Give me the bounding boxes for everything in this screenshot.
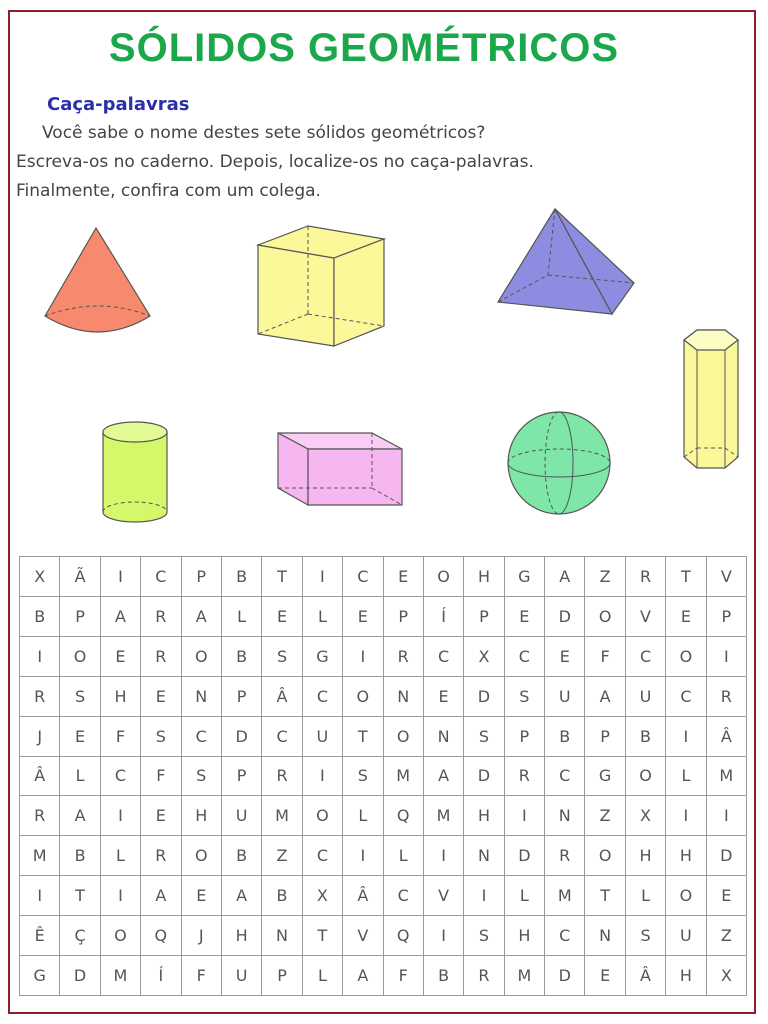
word-search-cell[interactable]: S: [505, 677, 545, 717]
instruction-line-1: Você sabe o nome destes sete sólidos geométricos?: [42, 123, 486, 143]
word-search-cell[interactable]: S: [60, 677, 100, 717]
word-search-cell[interactable]: D: [545, 597, 585, 637]
word-search-cell[interactable]: C: [101, 757, 141, 797]
word-search-cell[interactable]: H: [666, 956, 706, 996]
word-search-cell[interactable]: I: [666, 796, 706, 836]
word-search-cell[interactable]: I: [101, 876, 141, 916]
word-search-cell[interactable]: C: [303, 836, 343, 876]
word-search-cell[interactable]: O: [666, 876, 706, 916]
word-search-cell[interactable]: R: [505, 757, 545, 797]
word-search-cell[interactable]: Z: [585, 796, 625, 836]
word-search-cell[interactable]: Q: [384, 796, 424, 836]
word-search-cell[interactable]: Q: [384, 916, 424, 956]
word-search-cell[interactable]: S: [343, 757, 383, 797]
word-search-cell[interactable]: R: [545, 836, 585, 876]
word-search-cell[interactable]: A: [141, 876, 181, 916]
word-search-cell[interactable]: B: [626, 717, 666, 757]
word-search-cell[interactable]: A: [222, 876, 262, 916]
word-search-cell[interactable]: O: [182, 836, 222, 876]
word-search-cell[interactable]: U: [666, 916, 706, 956]
word-search-cell[interactable]: I: [666, 717, 706, 757]
word-search-cell[interactable]: A: [585, 677, 625, 717]
word-search-cell[interactable]: C: [505, 637, 545, 677]
word-search-cell[interactable]: P: [262, 956, 302, 996]
word-search-cell[interactable]: M: [101, 956, 141, 996]
word-search-cell[interactable]: O: [585, 836, 625, 876]
word-search-cell[interactable]: R: [707, 677, 747, 717]
word-search-cell[interactable]: S: [626, 916, 666, 956]
word-search-cell[interactable]: C: [666, 677, 706, 717]
word-search-cell[interactable]: O: [303, 796, 343, 836]
word-search-cell[interactable]: U: [222, 956, 262, 996]
word-search-cell[interactable]: P: [384, 597, 424, 637]
cylinder-icon: [103, 422, 167, 522]
word-search-cell[interactable]: L: [101, 836, 141, 876]
word-search-cell[interactable]: Q: [141, 916, 181, 956]
word-search-cell[interactable]: X: [707, 956, 747, 996]
word-search-cell[interactable]: N: [384, 677, 424, 717]
word-search-cell[interactable]: N: [464, 836, 504, 876]
word-search-cell[interactable]: L: [303, 597, 343, 637]
word-search-cell[interactable]: D: [707, 836, 747, 876]
word-search-cell[interactable]: E: [585, 956, 625, 996]
word-search-cell[interactable]: Ç: [60, 916, 100, 956]
word-search-cell[interactable]: U: [303, 717, 343, 757]
word-search-cell[interactable]: Â: [343, 876, 383, 916]
word-search-cell[interactable]: M: [545, 876, 585, 916]
word-search-cell[interactable]: C: [141, 557, 181, 597]
word-search-cell[interactable]: C: [626, 637, 666, 677]
word-search-cell[interactable]: G: [20, 956, 60, 996]
word-search-cell[interactable]: P: [222, 677, 262, 717]
word-search-cell[interactable]: M: [424, 796, 464, 836]
word-search-cell[interactable]: T: [60, 876, 100, 916]
word-search-cell[interactable]: I: [20, 637, 60, 677]
word-search-cell[interactable]: I: [424, 836, 464, 876]
word-search-cell[interactable]: R: [20, 677, 60, 717]
word-search-cell[interactable]: E: [666, 597, 706, 637]
word-search-cell[interactable]: P: [585, 717, 625, 757]
word-search-cell[interactable]: R: [141, 597, 181, 637]
word-search-cell[interactable]: E: [424, 677, 464, 717]
word-search-cell[interactable]: Z: [585, 557, 625, 597]
word-search-cell[interactable]: U: [222, 796, 262, 836]
word-search-cell[interactable]: I: [707, 637, 747, 677]
word-search-cell[interactable]: R: [20, 796, 60, 836]
word-search-cell[interactable]: H: [464, 557, 504, 597]
word-search-cell[interactable]: H: [505, 916, 545, 956]
word-search-cell[interactable]: H: [626, 836, 666, 876]
word-search-cell[interactable]: I: [101, 796, 141, 836]
word-search-cell[interactable]: S: [182, 757, 222, 797]
word-search-cell[interactable]: N: [424, 717, 464, 757]
word-search-cell[interactable]: E: [141, 796, 181, 836]
word-search-cell[interactable]: X: [464, 637, 504, 677]
word-search-cell[interactable]: C: [182, 717, 222, 757]
word-search-cell[interactable]: R: [141, 637, 181, 677]
word-search-cell[interactable]: X: [626, 796, 666, 836]
word-search-cell[interactable]: I: [303, 557, 343, 597]
word-search-cell[interactable]: C: [303, 677, 343, 717]
word-search-cell[interactable]: C: [545, 757, 585, 797]
word-search-cell[interactable]: H: [222, 916, 262, 956]
word-search-cell[interactable]: I: [303, 757, 343, 797]
word-search-cell[interactable]: O: [384, 717, 424, 757]
word-search-cell[interactable]: Ã: [60, 557, 100, 597]
word-search-cell[interactable]: T: [262, 557, 302, 597]
rectangular-prism-icon: [278, 433, 402, 505]
word-search-cell[interactable]: R: [141, 836, 181, 876]
word-search-cell[interactable]: O: [182, 637, 222, 677]
word-search-cell[interactable]: N: [262, 916, 302, 956]
cone-icon: [45, 228, 150, 332]
word-search-cell[interactable]: O: [666, 637, 706, 677]
word-search-cell[interactable]: H: [182, 796, 222, 836]
word-search-cell[interactable]: S: [262, 637, 302, 677]
word-search-cell[interactable]: D: [464, 677, 504, 717]
word-search-cell[interactable]: Í: [141, 956, 181, 996]
word-search-cell[interactable]: U: [545, 677, 585, 717]
word-search-cell[interactable]: O: [424, 557, 464, 597]
word-search-cell[interactable]: T: [666, 557, 706, 597]
word-search-cell[interactable]: R: [262, 757, 302, 797]
word-search-cell[interactable]: E: [101, 637, 141, 677]
word-search-cell[interactable]: P: [60, 597, 100, 637]
word-search-cell[interactable]: G: [585, 757, 625, 797]
word-search-cell[interactable]: A: [101, 597, 141, 637]
word-search-cell[interactable]: D: [505, 836, 545, 876]
word-search-cell[interactable]: L: [343, 796, 383, 836]
word-search-cell[interactable]: B: [20, 597, 60, 637]
word-search-cell[interactable]: R: [626, 557, 666, 597]
word-search-cell[interactable]: A: [343, 956, 383, 996]
word-search-cell[interactable]: C: [343, 557, 383, 597]
word-search-cell[interactable]: D: [60, 956, 100, 996]
word-search-cell[interactable]: I: [505, 796, 545, 836]
word-search-cell[interactable]: O: [101, 916, 141, 956]
sphere-icon: [508, 412, 610, 514]
word-search-cell[interactable]: Z: [262, 836, 302, 876]
word-search-cell[interactable]: C: [262, 717, 302, 757]
word-search-cell[interactable]: F: [101, 717, 141, 757]
word-search-cell[interactable]: R: [464, 956, 504, 996]
word-search-cell[interactable]: P: [182, 557, 222, 597]
word-search-cell[interactable]: X: [303, 876, 343, 916]
word-search-cell[interactable]: O: [343, 677, 383, 717]
word-search-cell[interactable]: A: [182, 597, 222, 637]
word-search-cell[interactable]: J: [182, 916, 222, 956]
pyramid-icon: [498, 209, 634, 314]
instruction-line-3: Finalmente, confira com um colega.: [16, 181, 321, 201]
word-search-cell[interactable]: C: [424, 637, 464, 677]
word-search-cell[interactable]: Ê: [20, 916, 60, 956]
word-search-cell[interactable]: B: [262, 876, 302, 916]
word-search-cell[interactable]: L: [505, 876, 545, 916]
cube-icon: [258, 226, 384, 346]
word-search-cell[interactable]: I: [101, 557, 141, 597]
word-search-cell[interactable]: L: [60, 757, 100, 797]
word-search-cell[interactable]: F: [384, 956, 424, 996]
word-search-cell[interactable]: D: [222, 717, 262, 757]
word-search-cell[interactable]: B: [545, 717, 585, 757]
word-search-cell[interactable]: E: [60, 717, 100, 757]
word-search-cell[interactable]: V: [626, 597, 666, 637]
word-search-cell[interactable]: I: [343, 836, 383, 876]
word-search-cell[interactable]: D: [464, 757, 504, 797]
word-search-cell[interactable]: H: [464, 796, 504, 836]
word-search-cell[interactable]: I: [424, 916, 464, 956]
word-search-cell[interactable]: C: [545, 916, 585, 956]
word-search-cell[interactable]: O: [585, 597, 625, 637]
word-search-cell[interactable]: N: [182, 677, 222, 717]
word-search-cell[interactable]: I: [707, 796, 747, 836]
word-search-cell[interactable]: B: [222, 836, 262, 876]
word-search-cell[interactable]: E: [707, 876, 747, 916]
word-search-cell[interactable]: Â: [20, 757, 60, 797]
word-search-cell[interactable]: A: [60, 796, 100, 836]
word-search-cell[interactable]: H: [101, 677, 141, 717]
word-search-cell[interactable]: F: [141, 757, 181, 797]
word-search-cell[interactable]: O: [60, 637, 100, 677]
word-search-cell[interactable]: T: [343, 717, 383, 757]
word-search-cell[interactable]: M: [262, 796, 302, 836]
word-search-cell[interactable]: E: [182, 876, 222, 916]
word-search-grid: [19, 556, 747, 996]
word-search-cell[interactable]: S: [464, 916, 504, 956]
word-search-cell[interactable]: V: [424, 876, 464, 916]
word-search-cell[interactable]: Z: [707, 916, 747, 956]
word-search-cell[interactable]: P: [707, 597, 747, 637]
word-search-cell[interactable]: F: [182, 956, 222, 996]
word-search-cell[interactable]: N: [545, 796, 585, 836]
word-search-cell[interactable]: C: [384, 876, 424, 916]
word-search-cell[interactable]: L: [222, 597, 262, 637]
word-search-cell[interactable]: V: [707, 557, 747, 597]
word-search-cell[interactable]: B: [222, 637, 262, 677]
word-search-cell[interactable]: G: [505, 557, 545, 597]
word-search-cell[interactable]: M: [20, 836, 60, 876]
word-search-cell[interactable]: O: [626, 757, 666, 797]
word-search-cell[interactable]: F: [585, 637, 625, 677]
word-search-cell[interactable]: S: [141, 717, 181, 757]
word-search-cell[interactable]: X: [20, 557, 60, 597]
word-search-cell[interactable]: L: [303, 956, 343, 996]
word-search-cell[interactable]: P: [505, 717, 545, 757]
section-subtitle: Caça-palavras: [47, 94, 190, 115]
word-search-cell[interactable]: E: [262, 597, 302, 637]
word-search-cell[interactable]: N: [585, 916, 625, 956]
word-search-cell[interactable]: A: [424, 757, 464, 797]
word-search-cell[interactable]: E: [384, 557, 424, 597]
word-search-cell[interactable]: E: [505, 597, 545, 637]
word-search-cell[interactable]: Â: [626, 956, 666, 996]
word-search-cell[interactable]: A: [545, 557, 585, 597]
word-search-cell[interactable]: E: [141, 677, 181, 717]
word-search-cell[interactable]: I: [343, 637, 383, 677]
word-search-cell[interactable]: T: [303, 916, 343, 956]
word-search-cell[interactable]: L: [626, 876, 666, 916]
word-search-cell[interactable]: R: [384, 637, 424, 677]
word-search-cell[interactable]: I: [464, 876, 504, 916]
word-search-cell[interactable]: I: [20, 876, 60, 916]
word-search-cell[interactable]: U: [626, 677, 666, 717]
word-search-cell[interactable]: B: [424, 956, 464, 996]
word-search-cell[interactable]: E: [545, 637, 585, 677]
page-title: SÓLIDOS GEOMÉTRICOS: [108, 26, 620, 70]
word-search-cell[interactable]: H: [666, 836, 706, 876]
word-search-cell[interactable]: Â: [262, 677, 302, 717]
instruction-line-2: Escreva-os no caderno. Depois, localize-os no caça-palavras.: [16, 152, 534, 172]
word-search-cell[interactable]: T: [585, 876, 625, 916]
hexagonal-prism-icon: [684, 330, 738, 468]
word-search-cell[interactable]: G: [303, 637, 343, 677]
word-search-cell[interactable]: Í: [424, 597, 464, 637]
word-search-cell[interactable]: M: [384, 757, 424, 797]
word-search-cell[interactable]: B: [222, 557, 262, 597]
word-search-cell[interactable]: L: [666, 757, 706, 797]
word-search-cell[interactable]: D: [545, 956, 585, 996]
word-search-cell[interactable]: P: [464, 597, 504, 637]
word-search-cell[interactable]: Â: [707, 717, 747, 757]
word-search-cell[interactable]: E: [343, 597, 383, 637]
word-search-cell[interactable]: V: [343, 916, 383, 956]
word-search-cell[interactable]: P: [222, 757, 262, 797]
word-search-cell[interactable]: J: [20, 717, 60, 757]
word-search-cell[interactable]: B: [60, 836, 100, 876]
word-search-cell[interactable]: M: [707, 757, 747, 797]
word-search-cell[interactable]: S: [464, 717, 504, 757]
word-search-cell[interactable]: M: [505, 956, 545, 996]
word-search-cell[interactable]: L: [384, 836, 424, 876]
